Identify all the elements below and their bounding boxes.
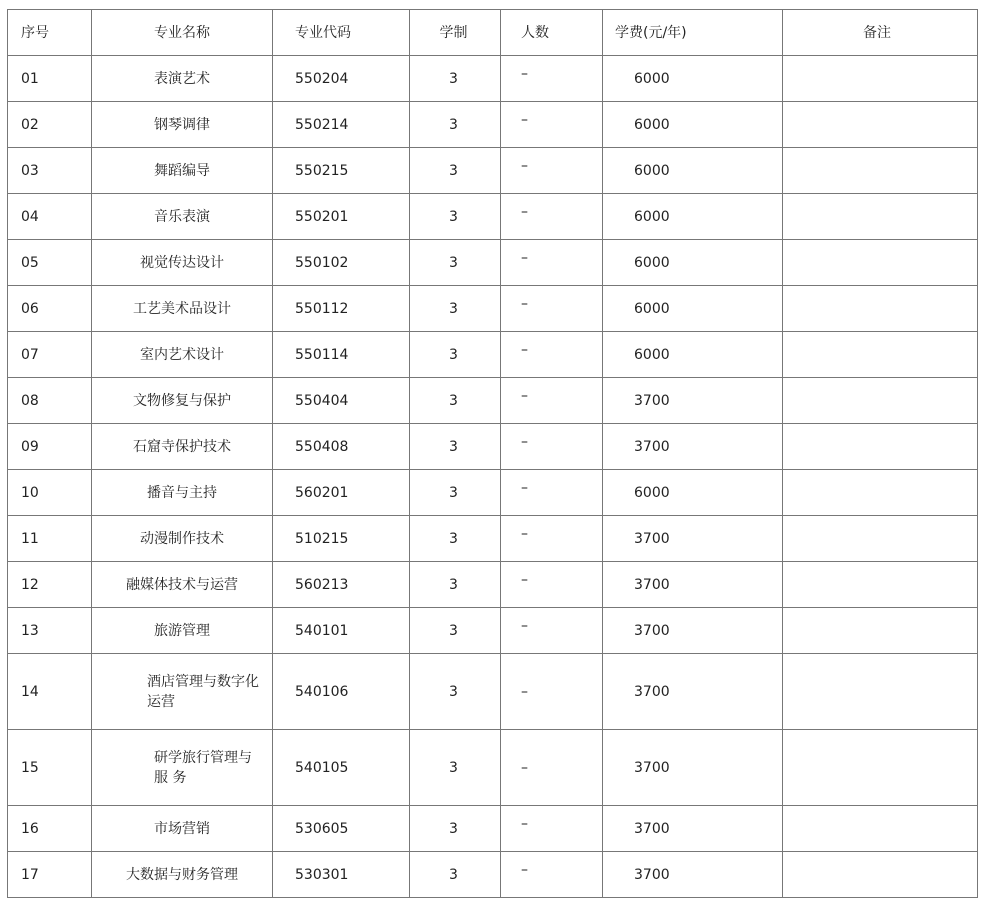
row-index: 10	[8, 470, 92, 516]
row-note	[783, 852, 978, 898]
row-note	[783, 378, 978, 424]
row-code: 540101	[273, 608, 410, 654]
row-note	[783, 562, 978, 608]
row-note	[783, 806, 978, 852]
header-index: 序号	[8, 10, 92, 56]
row-note	[783, 424, 978, 470]
row-code: 550201	[273, 194, 410, 240]
row-fee: 3700	[603, 516, 783, 562]
table-row	[8, 806, 978, 852]
row-index: 06	[8, 286, 92, 332]
major-fee-table	[7, 9, 978, 898]
row-count	[501, 608, 603, 654]
row-name: 视觉传达设计	[92, 240, 273, 286]
row-count	[501, 102, 603, 148]
row-duration: 3	[410, 608, 501, 654]
row-count-value: –	[521, 295, 528, 312]
row-duration: 3	[410, 102, 501, 148]
row-name: 工艺美术品设计	[92, 286, 273, 332]
row-code: 550214	[273, 102, 410, 148]
row-count-value: –	[521, 683, 528, 700]
row-index: 17	[8, 852, 92, 898]
row-code: 550102	[273, 240, 410, 286]
row-fee: 3700	[603, 806, 783, 852]
row-code: 560213	[273, 562, 410, 608]
row-count-value: –	[521, 617, 528, 634]
table-row	[8, 148, 978, 194]
row-duration: 3	[410, 852, 501, 898]
row-name: 动漫制作技术	[92, 516, 273, 562]
row-fee: 6000	[603, 286, 783, 332]
row-note	[783, 102, 978, 148]
row-count	[501, 852, 603, 898]
row-count	[501, 148, 603, 194]
row-name-line: 研学旅行管理与	[154, 749, 252, 766]
row-index: 09	[8, 424, 92, 470]
row-index: 16	[8, 806, 92, 852]
row-fee: 3700	[603, 378, 783, 424]
table-row	[8, 424, 978, 470]
row-count-value: –	[521, 203, 528, 220]
row-count-value: –	[521, 341, 528, 358]
row-duration: 3	[410, 378, 501, 424]
table-row	[8, 378, 978, 424]
row-fee: 3700	[603, 608, 783, 654]
row-name-line: 酒店管理与数字化	[147, 673, 259, 690]
row-count	[501, 194, 603, 240]
row-index: 11	[8, 516, 92, 562]
row-count-value: –	[521, 861, 528, 878]
row-count-value: –	[521, 433, 528, 450]
row-fee: 6000	[603, 148, 783, 194]
row-code: 530301	[273, 852, 410, 898]
row-fee: 3700	[603, 424, 783, 470]
row-count	[501, 240, 603, 286]
row-count	[501, 470, 603, 516]
row-duration: 3	[410, 424, 501, 470]
row-note	[783, 240, 978, 286]
header-row	[8, 10, 978, 56]
row-note	[783, 608, 978, 654]
row-count	[501, 730, 603, 806]
row-note	[783, 286, 978, 332]
row-duration: 3	[410, 562, 501, 608]
row-fee: 6000	[603, 194, 783, 240]
row-duration: 3	[410, 516, 501, 562]
table-row	[8, 470, 978, 516]
row-name: 旅游管理	[92, 608, 273, 654]
header-name: 专业名称	[92, 10, 273, 56]
row-count-value: –	[521, 387, 528, 404]
row-fee: 6000	[603, 332, 783, 378]
row-code: 550204	[273, 56, 410, 102]
row-index: 02	[8, 102, 92, 148]
row-index: 04	[8, 194, 92, 240]
row-count-value: –	[521, 65, 528, 82]
table-row	[8, 608, 978, 654]
row-code: 540105	[273, 730, 410, 806]
row-code: 510215	[273, 516, 410, 562]
table-row	[8, 56, 978, 102]
row-count	[501, 806, 603, 852]
row-note	[783, 148, 978, 194]
row-count-value: –	[521, 759, 528, 776]
row-code: 560201	[273, 470, 410, 516]
row-code: 530605	[273, 806, 410, 852]
row-index: 15	[8, 730, 92, 806]
row-note	[783, 332, 978, 378]
header-note: 备注	[783, 10, 978, 56]
row-fee: 3700	[603, 654, 783, 730]
table-row	[8, 516, 978, 562]
table-row	[8, 194, 978, 240]
row-duration: 3	[410, 148, 501, 194]
table-row	[8, 286, 978, 332]
row-code: 550404	[273, 378, 410, 424]
row-count-value: –	[521, 111, 528, 128]
header-duration: 学制	[410, 10, 501, 56]
table-row	[8, 240, 978, 286]
row-note	[783, 516, 978, 562]
row-duration: 3	[410, 286, 501, 332]
table-row	[8, 332, 978, 378]
row-count-value: –	[521, 157, 528, 174]
row-code: 550114	[273, 332, 410, 378]
row-fee: 3700	[603, 852, 783, 898]
table-row	[8, 852, 978, 898]
row-fee: 6000	[603, 102, 783, 148]
row-note	[783, 470, 978, 516]
row-name: 钢琴调律	[92, 102, 273, 148]
row-name	[92, 730, 273, 806]
row-note	[783, 194, 978, 240]
header-count: 人数	[501, 10, 603, 56]
row-note	[783, 654, 978, 730]
row-count	[501, 562, 603, 608]
row-name: 文物修复与保护	[92, 378, 273, 424]
row-code: 550215	[273, 148, 410, 194]
row-fee: 6000	[603, 470, 783, 516]
table-row	[8, 102, 978, 148]
row-code: 540106	[273, 654, 410, 730]
row-index: 07	[8, 332, 92, 378]
row-duration: 3	[410, 240, 501, 286]
row-name-line: 服 务	[154, 769, 187, 786]
header-fee: 学费(元/年)	[603, 10, 783, 56]
row-index: 05	[8, 240, 92, 286]
table-row	[8, 654, 978, 730]
row-duration: 3	[410, 730, 501, 806]
row-count	[501, 56, 603, 102]
header-code: 专业代码	[273, 10, 410, 56]
row-duration: 3	[410, 332, 501, 378]
row-name: 播音与主持	[92, 470, 273, 516]
row-name: 石窟寺保护技术	[92, 424, 273, 470]
table-row	[8, 730, 978, 806]
row-count	[501, 424, 603, 470]
row-duration: 3	[410, 654, 501, 730]
row-index: 08	[8, 378, 92, 424]
row-name	[92, 654, 273, 730]
row-count	[501, 378, 603, 424]
row-count	[501, 286, 603, 332]
row-count-value: –	[521, 525, 528, 542]
row-note	[783, 730, 978, 806]
row-fee: 6000	[603, 240, 783, 286]
row-duration: 3	[410, 194, 501, 240]
row-fee: 3700	[603, 562, 783, 608]
row-name: 室内艺术设计	[92, 332, 273, 378]
row-count	[501, 516, 603, 562]
row-name-line: 运营	[147, 693, 175, 710]
row-code: 550112	[273, 286, 410, 332]
row-name: 舞蹈编导	[92, 148, 273, 194]
row-name: 大数据与财务管理	[92, 852, 273, 898]
table-row	[8, 562, 978, 608]
row-count	[501, 654, 603, 730]
row-note	[783, 56, 978, 102]
row-code: 550408	[273, 424, 410, 470]
row-name: 表演艺术	[92, 56, 273, 102]
row-count	[501, 332, 603, 378]
row-count-value: –	[521, 479, 528, 496]
row-index: 12	[8, 562, 92, 608]
row-index: 03	[8, 148, 92, 194]
row-count-value: –	[521, 815, 528, 832]
row-fee: 6000	[603, 56, 783, 102]
row-duration: 3	[410, 806, 501, 852]
row-duration: 3	[410, 56, 501, 102]
row-duration: 3	[410, 470, 501, 516]
row-count-value: –	[521, 249, 528, 266]
row-name: 融媒体技术与运营	[92, 562, 273, 608]
row-index: 14	[8, 654, 92, 730]
row-count-value: –	[521, 571, 528, 588]
row-index: 01	[8, 56, 92, 102]
row-name: 音乐表演	[92, 194, 273, 240]
row-index: 13	[8, 608, 92, 654]
row-fee: 3700	[603, 730, 783, 806]
row-name: 市场营销	[92, 806, 273, 852]
